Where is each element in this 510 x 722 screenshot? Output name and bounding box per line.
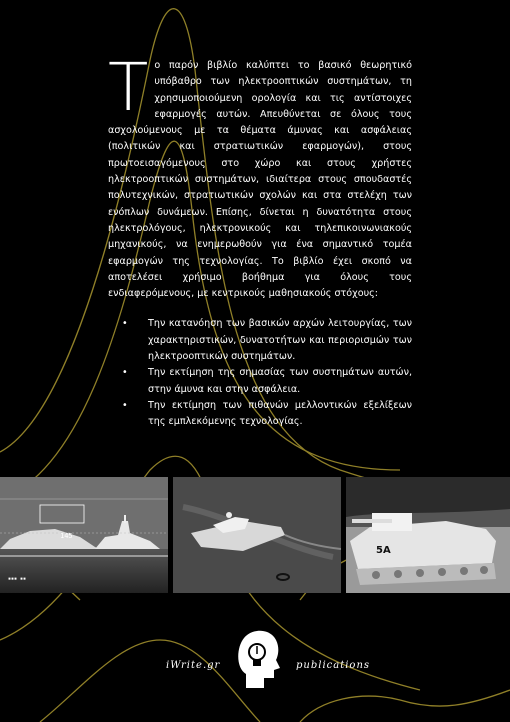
list-item: • Την κατανόηση των βασικών αρχών λειτουργίας, των χαρακτηριστικών, δυνατοτήτων και περιορισμών των ηλεκτροοπτικών συστημάτων. xyxy=(108,316,412,365)
list-item: • Την εκτίμηση της σημασίας των συστημάτων αυτών, στην άμυνα και στην ασφάλεια. xyxy=(108,365,412,398)
learning-goals-list xyxy=(108,316,412,430)
tank-marking: 5A xyxy=(376,545,391,556)
brand-iwrite: iWrite.gr xyxy=(166,660,221,671)
svg-text:▪▪▪ ▪▪: ▪▪▪ ▪▪ xyxy=(8,576,27,582)
publisher-footer xyxy=(0,642,510,702)
drop-cap-letter: Τ xyxy=(108,49,149,126)
head-bulb-logo xyxy=(232,626,282,690)
brand-publications: publications xyxy=(296,660,371,671)
thermal-tank-photo xyxy=(346,477,510,593)
list-item: • Την εκτίμηση των πιθανών μελλοντικών εξελίξεων της εμπλεκόμενης τεχνολογίας. xyxy=(108,398,412,431)
intro-paragraph xyxy=(108,49,412,302)
patrol-boat-photo xyxy=(173,477,341,593)
thermal-ship-photo xyxy=(0,477,168,593)
intro-text: ο παρόν βιβλίο καλύπτει το βασικό θεωρητικό υπόβαθρο των ηλεκτροοπτικών συστημάτων, τη χρησιμοποιούμενη ορολογία και τις αντίστοιχες εφαρμογές αυτών. Απευθύνεται σε όλους τους ασχολούμενους με τα θέματα άμυνας και ασφάλειας (πολιτικών και στρατιωτικών εφαρμογών), στους πρωτοεισαγόμενους στο χώρο και στους χρήστες ηλεκτροοπτικών συστημάτων, ιδιαίτερα στους σπουδαστές πολυτεχνικών, στρατιωτικών σχολών και στα στελέχη των ενόπλων δυνάμεων. Επίσης, δίνεται η δυνατότητα στους ηλεκτρολόγους, ηλεκτρονικούς και τηλεπικοινωνιακούς μηχανικούς, να ενημερωθούν για ένα σημαντικό τομέα εφαρμογών της τεχνολογίας. Το βιβλίο έχει σκοπό να αποτελέσει χρήσιμο βοήθημα για όλους τους ενδιαφερόμενους, με κεντρικούς μαθησιακούς στόχους: xyxy=(108,60,412,300)
overlay-label: 145 xyxy=(60,532,73,540)
description-text xyxy=(108,49,412,431)
